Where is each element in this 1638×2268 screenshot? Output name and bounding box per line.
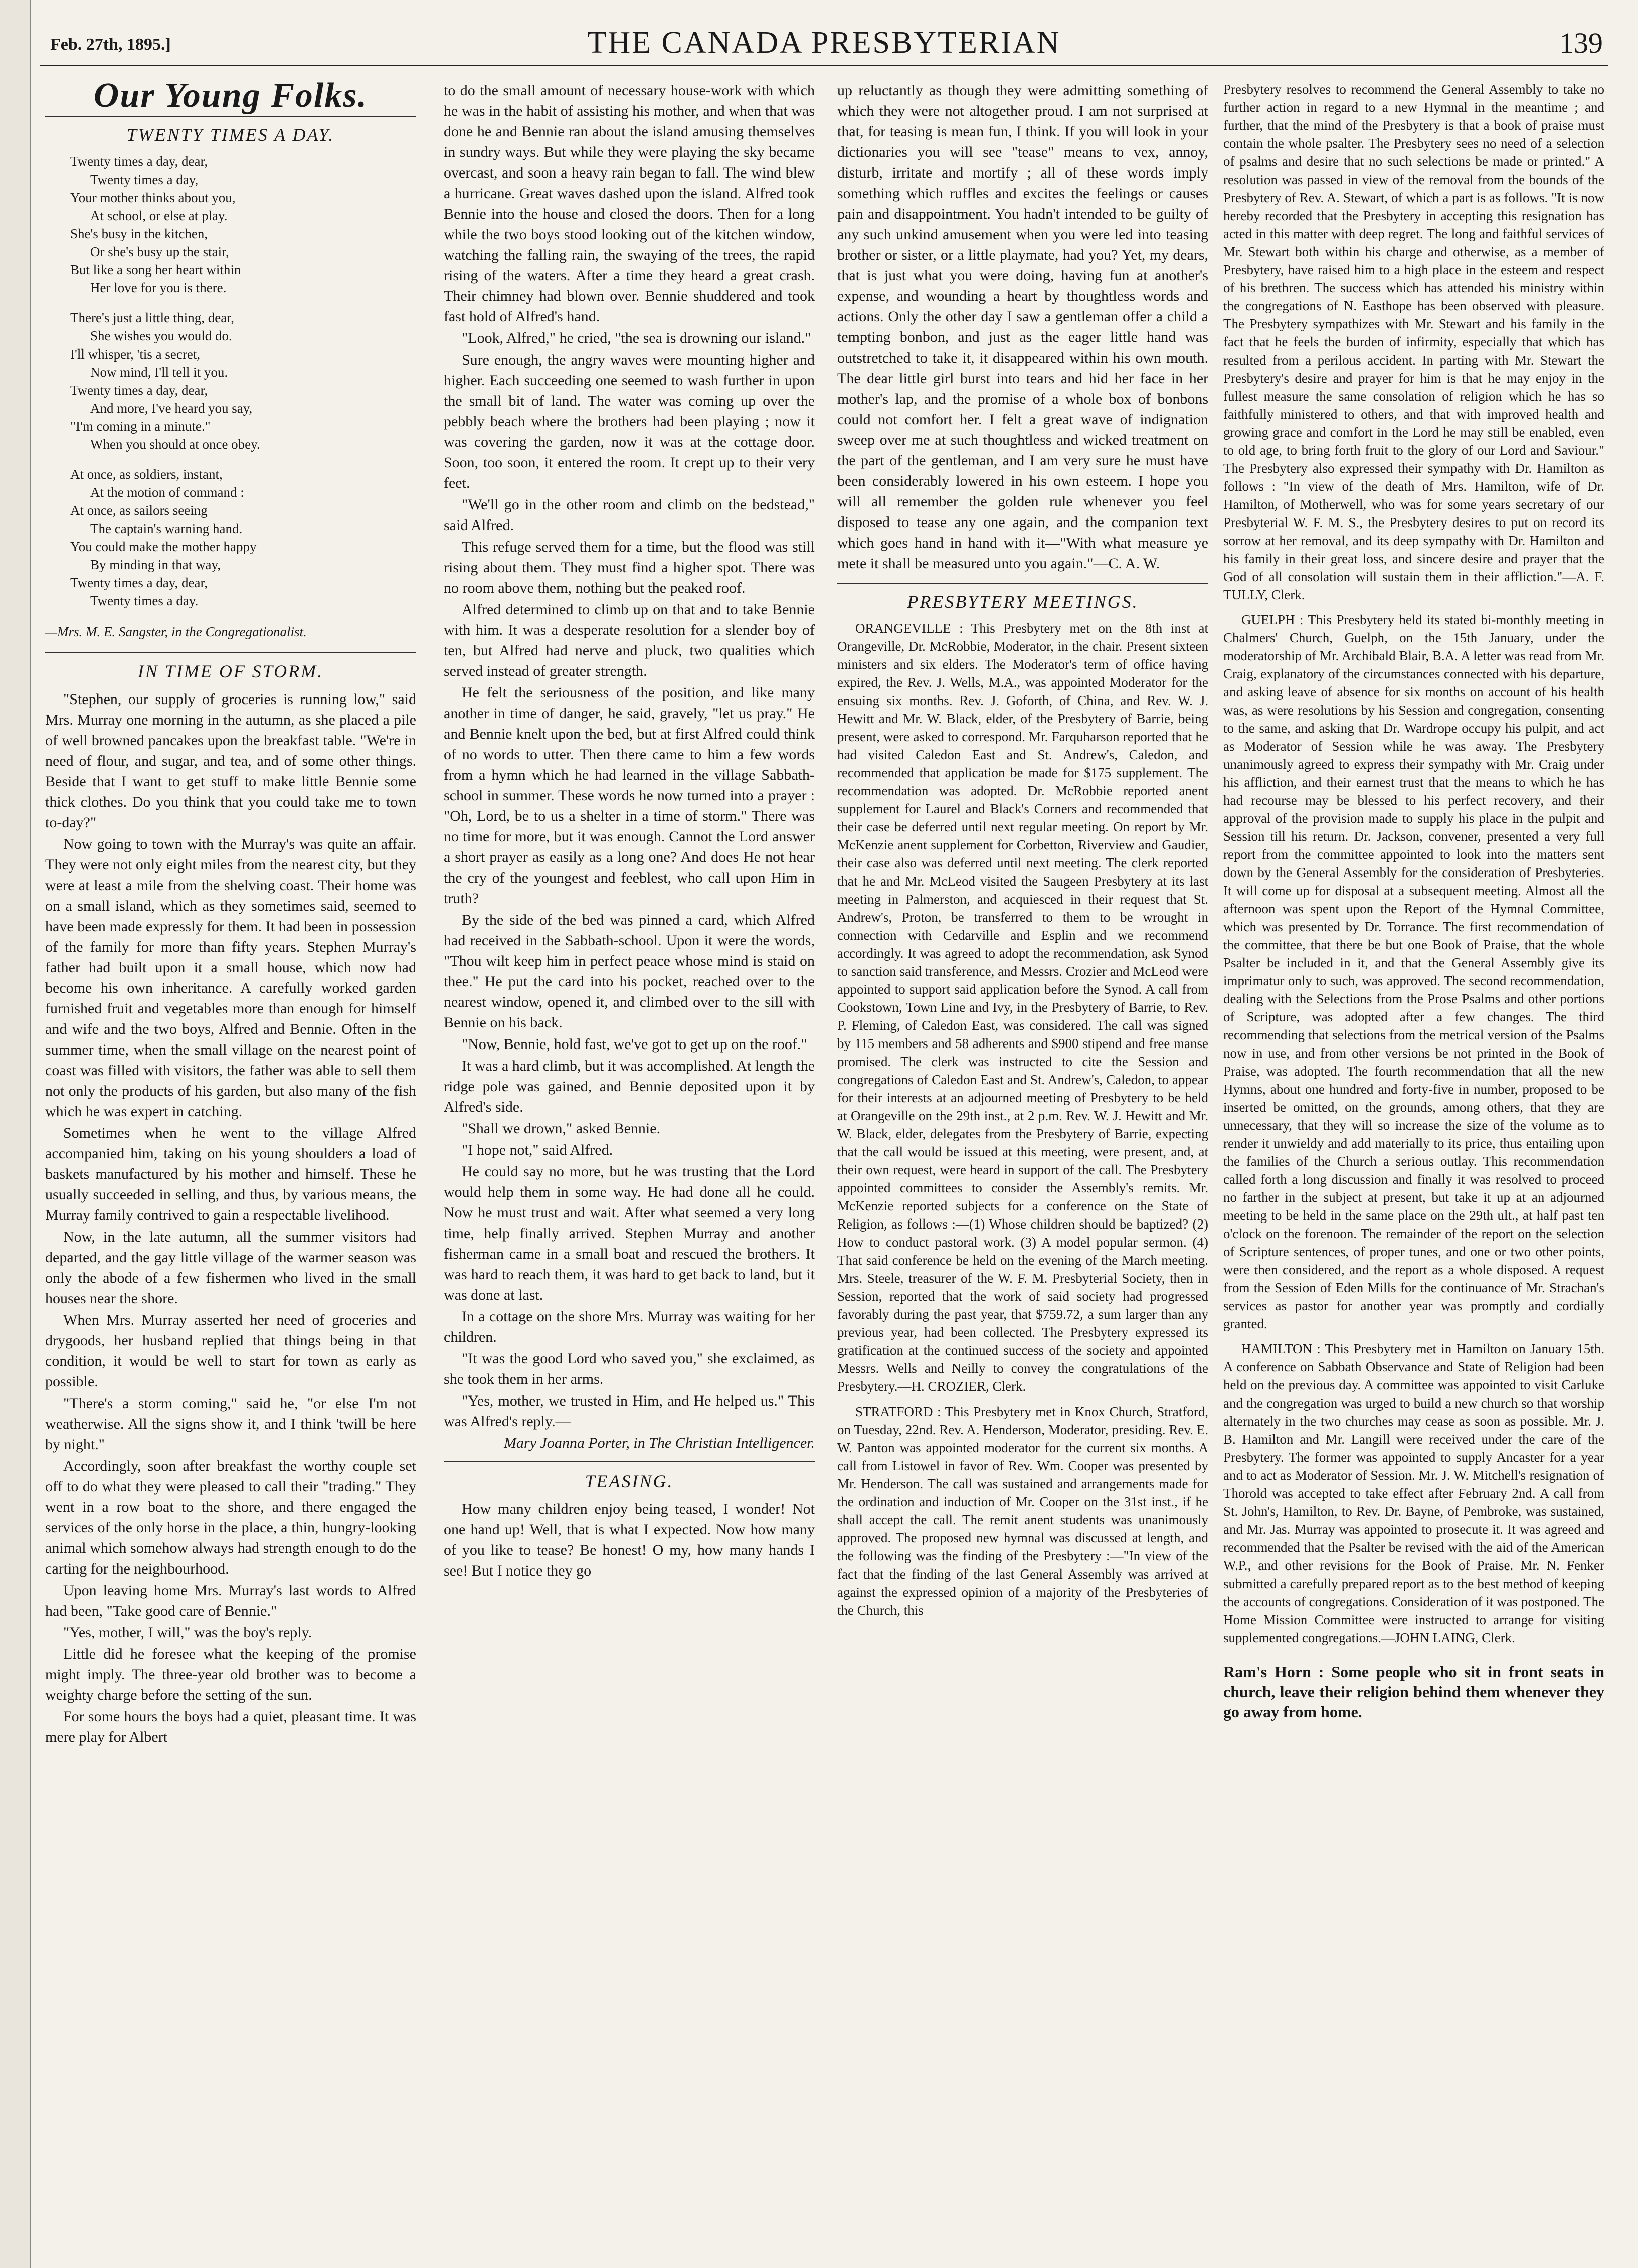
paragraph: "There's a storm coming," said he, "or else I'm not weatherwise. All the signs show it, and I think 'twill be here by night." (45, 1395, 416, 1453)
story-title: IN TIME OF STORM. (137, 661, 324, 681)
paragraph: Accordingly, soon after breakfast the worthy couple set off to do what they were pleased to call their "trading." They went in a row boat to the shore, and there engaged the services of the only horse in the place, a thin, hungry-looking animal which somehow always had strength enough to do the carting for the neighbourhood. (45, 1458, 416, 1577)
paragraph: "Now, Bennie, hold fast, we've got to get up on the roof." (462, 1036, 807, 1053)
column-3 (837, 80, 1208, 2246)
poem-line: There's just a little thing, dear, (70, 310, 234, 325)
poem-line: Twenty times a day. (90, 593, 199, 608)
meetings-title: PRESBYTERY MEETINGS. (907, 592, 1139, 612)
paragraph: In a cottage on the shore Mrs. Murray was waiting for her children. (444, 1308, 815, 1345)
meeting-report: HAMILTON : This Presbytery met in Hamilton on January 15th. A conference on Sabbath Observance and State of Religion had been held on the previous day. A committee was appointed to visit Carluke and the congregation was urged to build a new church so that worship alternately in the two churches may cease as soon as possible. Mr. J. B. Hamilton and Mr. Langill were received under the care of the Presbytery. The former was appointed to supply Ancaster for a year and to act as Moderator of Session. Mr. J. W. Mitchell's resignation of Thorold was accepted to take effect after February 2nd. A call from St. John's, Hamilton, to Rev. Dr. Bayne, of Pembroke, was sustained, and Mr. Jas. Murray was appointed to prosecute it. It was agreed and recommended that the Psalter be revised with the aid of the American W.P., and other revisions for the Book of Praise. Mr. N. Fenker submitted a carefully prepared report as to the best method of keeping the accounts of congregations. Consideration of it was postponed. The Home Mission Committee were instructed to arrange for visiting supplemented congregations.—JOHN LAING, Clerk. (1223, 1341, 1604, 1645)
poem-line: She wishes you would do. (90, 328, 232, 343)
column-1 (45, 80, 416, 2246)
poem-line: At once, as sailors seeing (70, 503, 208, 518)
poem-line: "I'm coming in a minute." (70, 419, 211, 434)
poem-line: At once, as soldiers, instant, (70, 467, 223, 482)
poem-line: She's busy in the kitchen, (70, 226, 208, 241)
poem (70, 152, 416, 610)
poem-line: At school, or else at play. (90, 208, 228, 223)
poem-line: And more, I've heard you say, (90, 401, 253, 416)
meeting-report: STRATFORD : This Presbytery met in Knox Church, Stratford, on Tuesday, 22nd. Rev. A. Henderson, Moderator, presiding. Rev. E. W. Panton was appointed moderator for the current six months. A call from Listowel in favor of Rev. Wm. Cooper was presented by Mr. Henderson. The call was sustained and arrangements made for the ordination and induction of Mr. Cooper on the 31st inst., if he shall accept the call. The remit anent students was unanimously approved. The proposed new hymnal was discussed at length, and the following was the finding of the Presbytery :—"In view of the fact that the finding of the last General Assembly was arrived at against the expressed opinion of a majority of the Presbyteries of the Church, this (837, 1404, 1208, 1618)
poem-line: But like a song her heart within (70, 262, 241, 277)
poem-line: At the motion of command : (90, 485, 244, 500)
column-4 (1223, 80, 1604, 2246)
poem-line: Now mind, I'll tell it you. (90, 365, 228, 380)
poem-line: By minding in that way, (90, 557, 221, 572)
paragraph: Upon leaving home Mrs. Murray's last words to Alfred had been, "Take good care of Bennie." (45, 1582, 416, 1619)
poem-line: You could make the mother happy (70, 539, 257, 554)
paragraph: Now going to town with the Murray's was quite an affair. They were not only eight miles from the nearest city, but they were at least a mile from the shelving coast. Their home was on a small island, which as they sometimes said, seemed to have been made expressly for them. It had been in possession of the family for more than fifty years. Stephen Murray's father had built upon it a small house, which now had become his own inheritance. A carefully worked garden furnished fruit and vegetables more than enough for himself and wife and the two boys, Alfred and Bennie. Often in the summer time, when the small village on the nearest point of coast was filled with visitors, the father was able to sell them not only the products of his garden, but also many of the fish which he was expert in catching. (45, 836, 416, 1120)
page-number: 139 (1559, 27, 1603, 59)
paragraph: This refuge served them for a time, but the flood was still rising about them. They must find a higher spot. There was no room above them, nothing but the peaked roof. (444, 539, 815, 596)
divider (45, 652, 416, 653)
paragraph: "Yes, mother, we trusted in Him, and He helped us." This was Alfred's reply.— (444, 1392, 815, 1430)
paragraph: "Look, Alfred," he cried, "the sea is drowning our island." (462, 330, 811, 346)
paragraph: "We'll go in the other room and climb on the bedstead," said Alfred. (444, 496, 815, 534)
poem-stanza (70, 309, 416, 453)
running-head (40, 20, 1608, 67)
paragraph: By the side of the bed was pinned a card, which Alfred had received in the Sabbath-school. Upon it were the words, "Thou wilt keep him in perfect peace whose mind is staid on thee." He put the card into his pocket, reached over to the nearest window, opened it, and climbed over to the sill with Bennie on his back. (444, 912, 815, 1031)
poem-line: Twenty times a day, (90, 172, 199, 187)
paragraph: "Stephen, our supply of groceries is running low," said Mrs. Murray one morning in the autumn, as she placed a pile of well browned pancakes upon the breakfast table. "We're in need of flour, and sugar, and tea, and of some other things. Beside that I want to get stuff to make little Bennie some thick clothes. Do you think that you could take me to town to-day?" (45, 691, 416, 831)
paragraph: to do the small amount of necessary house-work with which he was in the habit of assisting his mother, and when that was done he and Bennie ran about the island amusing themselves in sundry ways. But while they were playing the sky became overcast, and soon a heavy rain began to fall. The wind blew a hurricane. Great waves dashed upon the island. Alfred took Bennie into the house and closed the doors. Then for a long while the two boys stood looking out of the kitchen window, watching the falling rain, the swaying of the trees, the rapid rising of the waters. After a time they heard a great crash. Their chimney had blown over. Bennie shuddered and took fast hold of Alfred's hand. (444, 82, 815, 325)
paragraph: up reluctantly as though they were admitting something of which they were not altogether proud. I am not surprised at that, for teasing is mean fun, I think. If you will look in your dictionaries you will see "tease" means to vex, annoy, disturb, irritate and mortify ; all of these words imply something which ruffles and excites the feelings or causes pain and disappointment. You hadn't intended to be guilty of any such unkind amusement when you were led into teasing brother or sister, or a little playmate, had you? Yet, my dears, that is just what you were doing, having fun at another's expense, and wounding a heart by thoughtless words and actions. Only the other day I saw a gentleman offer a child a tempting bonbon, and just as the eager little hand was outstretched to take it, it disappeared within his own mouth. The dear little girl burst into tears and hid her face in her mother's lap, and the promise of a whole box of bonbons could not comfort her. I felt a great wave of indignation sweep over me at such thoughtless and wicked treatment on the part of the gentleman, and I am very sure he must have been considerably lowered in his own esteem. I hope you will all remember the golden rule whenever you feel disposed to tease any one again, and the companion text which goes hand in hand with it—"With what measure ye mete it shall be measured unto you again."—C. A. W. (837, 82, 1208, 572)
meeting-report: GUELPH : This Presbytery held its stated bi-monthly meeting in Chalmers' Church, Guelph, on the 15th January, under the moderatorship of Mr. Archibald Blair, B.A. A letter was read from Mr. Craig, explanatory of the circumstances connected with his departure, and asking leave of absence for six months on account of his health was, as were resolutions by his Session and congregation, consenting to the same, and asking that Dr. Wardrope occupy his pulpit, and act as Moderator of Session while he was away. The Presbytery unanimously agreed to express their sympathy with Mr. Craig under his affliction, and their earnest trust that the means to which he has had recourse may be blessed to his perfect recovery, and their approval of the provision made to supply his place in the pulpit and Session till his return. Dr. Jackson, convener, presented a very full report from the committee appointed to look into the matters sent down by the General Assembly for the consideration of Presbyteries. It will come up for disposal at a subsequent meeting. Almost all the afternoon was spent upon the Report of the Hymnal Committee, which was presented by Dr. Torrance. The first recommendation of the committee, that there be but one Book of Praise, that the whole Psalter be included in it, and that the General Assembly give its imprimatur only to such, was approved. The second recommendation, dealing with the Selections from the Prose Psalms and other portions of Scripture, was adopted after a few changes. The third recommending that selections from the metrical version of the Psalms now in use, and from other versions be not printed in the Book of Praise, was adopted. The fourth recommendation that all the new Hymns, about one hundred and forty-five in number, proposed to be inserted be omitted, on the grounds, among others, that they are unnecessary, that they will so increase the size of the volume as to render it unwieldy and add materially to its price, thus entailing upon the families of the Church a serious outlay. This recommendation called forth a long discussion and finally it was resolved to proceed no farther in the subject at present, but take it up at an adjourned meeting to be held in the same place on the 29th ult., at half past ten o'clock on the forenoon. The remainder of the report on the selection of Scripture sentences, of proper tunes, and one or two other points, were then considered, and the report as a whole disposed. A request from the Session of Eden Mills for the continuance of Mr. Strachan's services as pastor for another year was promptly and cordially granted. (1223, 612, 1604, 1331)
paragraph: "It was the good Lord who saved you," she exclaimed, as she took them in her arms. (444, 1350, 815, 1387)
teasing-title: TEASING. (585, 1471, 674, 1491)
paragraph: He could say no more, but he was trusting that the Lord would help them in some way. He had done all he could. Now he must trust and wait. After what seemed a very long time, help finally arrived. Stephen Murray and another fisherman came in a small boat and rescued the brothers. It was hard to reach them, it was hard to get back to land, but it was done at last. (444, 1163, 815, 1303)
divider (444, 1461, 815, 1463)
paragraph: Sometimes when he went to the village Alfred accompanied him, taking on his young shoulders a load of baskets manufactured by his mother and himself. These he usually succeeded in selling, and thus, by various means, the Murray family contrived to gain a respectable livelihood. (45, 1125, 416, 1224)
issue-date: Feb. 27th, 1895.] (50, 35, 171, 54)
paragraph: Alfred determined to climb up on that and to take Bennie with him. It was a desperate resolution for a slender boy of ten, but Alfred had nerve and pluck, two qualities which served instead of greater strength. (444, 601, 815, 679)
paragraph: When Mrs. Murray asserted her need of groceries and drygoods, her husband replied that things being in that condition, it would be well to start for town as early as possible. (45, 1312, 416, 1390)
poem-line: Your mother thinks about you, (70, 190, 236, 205)
paragraph: Now, in the late autumn, all the summer visitors had departed, and the gay little village of the warmer season was only the abode of a few fishermen who lived in the small houses near the shore. (45, 1229, 416, 1307)
poem-title: TWENTY TIMES A DAY. (126, 125, 335, 145)
paragraph: How many children enjoy being teased, I wonder! Not one hand up! Well, that is what I expected. Now how many of you like to tease? Be honest! O my, how many hands I see! But I notice they go (444, 1501, 815, 1579)
poem-line: Twenty times a day, dear, (70, 154, 208, 169)
paragraph: For some hours the boys had a quiet, pleasant time. It was mere play for Albert (45, 1708, 416, 1746)
rams-horn-quote: Ram's Horn : Some people who sit in front seats in church, leave their religion behind them whenever they go away from home. (1223, 1663, 1604, 1721)
poem-line: Or she's busy up the stair, (90, 244, 229, 259)
meeting-report: Presbytery resolves to recommend the General Assembly to take no further action in regard to a new Hymnal in the meantime ; and further, that the mind of the Presbytery is that a book of praise must contain the whole psalter. The Presbytery sees no need of a selection of psalms and desire that no such selections be made or printed." A resolution was passed in view of the removal from the bounds of the Presbytery of Rev. A. Stewart, of which a part is as follows. "It is now hereby recorded that the Presbytery in accepting this resignation has acted in this matter with deep regret. The long and faithful services of Mr. Stewart both within his charge and otherwise, as a member of Presbytery, have raised him to a high place in the esteem and respect of his brethren. The success which has attended his ministry within the congregations of N. Easthope has been observed with pleasure. The Presbytery sympathizes with Mr. Stewart and his family in the fact that he feels the burden of infirmity, especially that which has resulted from a perilous accident. In parting with Mr. Stewart the Presbytery's desire and prayer for him is that he may enjoy in the fullest measure the same consolation of religion which he has so faithfully ministered to others, and that with improved health and growing grace and comfort in the Lord he may still be enabled, even to old age, to bring forth fruit to the glory of our Lord and Saviour." The Presbytery also expressed their sympathy with Dr. Hamilton as follows : "In view of the death of Mrs. Hamilton, wife of Dr. Hamilton, of Motherwell, who was for some years secretary of our Presbyterial W. F. M. S., the Presbytery desires to put on record its sorrow at her removal, and its deep sympathy with Dr. Hamilton and his family in their great loss, and sincere desire and prayer that the God of all consolation will sustain them in their affliction."—A. F. TULLY, Clerk. (1223, 82, 1604, 602)
paragraph: It was a hard climb, but it was accomplished. At length the ridge pole was gained, and Bennie deposited upon it by Alfred's side. (444, 1058, 815, 1115)
poem-stanza (70, 152, 416, 297)
poem-attribution: —Mrs. M. E. Sangster, in the Congregationalist. (45, 624, 307, 639)
poem-line: I'll whisper, 'tis a secret, (70, 346, 201, 362)
meeting-report: ORANGEVILLE : This Presbytery met on the 8th inst at Orangeville, Dr. McRobbie, Moderator, in the chair. Present sixteen ministers and six elders. The Moderator's term of office having expired, the Rev. J. Wells, M.A., was appointed Moderator for the ensuing six months. Rev. J. Goforth, of China, and Rev. W. J. Hewitt and Mr. W. Black, elder, of the Presbytery of Barrie, being present, were asked to correspond. Mr. Farquharson reported that he had visited Caledon East and St. Andrew's, Caledon, and recommended that application be made for $175 supplement. The recommendation was adopted. Dr. McRobbie reported anent supplement for Laurel and Black's Corners and recommended that their case be deferred until next regular meeting. On report by Mr. McKenzie anent supplement for Corbetton, Riverview and Gaudier, their case also was deferred until next meeting. The clerk reported that he and Mr. McLeod visited the Saugeen Presbytery at its last meeting in Palmerston, and acquiesced in their request that St. Andrew's, Proton, be transferred to them to be wrought in connection with Cedarville and Esplin and we recommend accordingly. It was agreed to adopt the recommendation, ask Synod to sanction said transference, and Messrs. Crozier and McLeod were appointed to support said application before the Synod. A call from Cookstown, Town Line and Ivy, in the Presbytery of Barrie, to Rev. P. Fleming, of Caledon East, was considered. The call was signed by 115 members and 58 adherents and $900 stipend and free manse promised. The clerk was instructed to cite the Session and congregations of Caledon East and St. Andrew's, Caledon, to appear for their interests at an adjourned meeting of Presbytery to be held at Orangeville on the 29th inst., at 2 p.m. Rev. W. J. Hewitt and Mr. W. Black, elder, delegates from the Presbytery of Barrie, expecting that the call would be issued at this meeting, were present, and, at their own request, were heard in support of the call. The Presbytery appointed committees to consider the Assembly's remits. Mr. McKenzie reported subjects for a conference on the State of Religion, as follows :—(1) Whose children should be baptized? (2) How to conduct pastoral work. (3) A model popular sermon. (4) That said conference be held on the evening of the March meeting. Mrs. Steele, treasurer of the W. F. M. Presbyterial Society, then in Session, reported that the work of said society had progressed favorably during the past year, that $759.72, a sum larger than any previous year, had been collected. The Presbytery expressed its gratification at the continued success of the society and appointed Messrs. Wells and Neilly to convey the congratulations of the Presbytery.—H. CROZIER, Clerk. (837, 621, 1208, 1394)
page-binding-edge (0, 0, 31, 2268)
column-2 (444, 80, 815, 2246)
divider (45, 116, 416, 117)
paragraph: Little did he foresee what the keeping of the promise might imply. The three-year old brother was to become a weighty charge before the setting of the sun. (45, 1646, 416, 1703)
poem-stanza (70, 465, 416, 610)
story-attribution: Mary Joanna Porter, in The Christian Intelligencer. (504, 1435, 815, 1451)
poem-line: Her love for you is there. (90, 280, 227, 295)
newspaper-title: THE CANADA PRESBYTERIAN (587, 26, 1061, 60)
divider (837, 582, 1208, 584)
poem-line: Twenty times a day, dear, (70, 575, 208, 590)
paragraph: "Yes, mother, I will," was the boy's reply. (63, 1624, 312, 1641)
poem-line: Twenty times a day, dear, (70, 383, 208, 398)
paragraph: He felt the seriousness of the position, and like many another in time of danger, he said, gravely, "let us pray." He and Bennie knelt upon the bed, but at first Alfred could think of no words to utter. Then there came to him a few words from a hymn which he had learned in the village Sabbath-school in summer. These words he now turned into a prayer : "Oh, Lord, be to us a shelter in a time of storm." There was no time for more, but it was enough. Cannot the Lord answer a short prayer as easily as a long one? And does He not hear the cry of the youngest and feeblest, who call upon Him in truth? (444, 684, 815, 907)
paragraph: Sure enough, the angry waves were mounting higher and higher. Each succeeding one seemed to wash further in upon the small bit of land. The water was coming up over the pebbly beach where the brothers had been playing ; now it was covering the garden, now it was at the cottage door. Soon, too soon, it entered the room. It crept up to their very feet. (444, 352, 815, 491)
poem-line: The captain's warning hand. (90, 521, 243, 536)
meetings-reports (837, 619, 1208, 1619)
poem-line: When you should at once obey. (90, 437, 260, 452)
paragraph: "I hope not," said Alfred. (462, 1142, 613, 1158)
section-title: Our Young Folks. (93, 80, 368, 115)
paragraph: "Shall we drown," asked Bennie. (462, 1120, 661, 1137)
